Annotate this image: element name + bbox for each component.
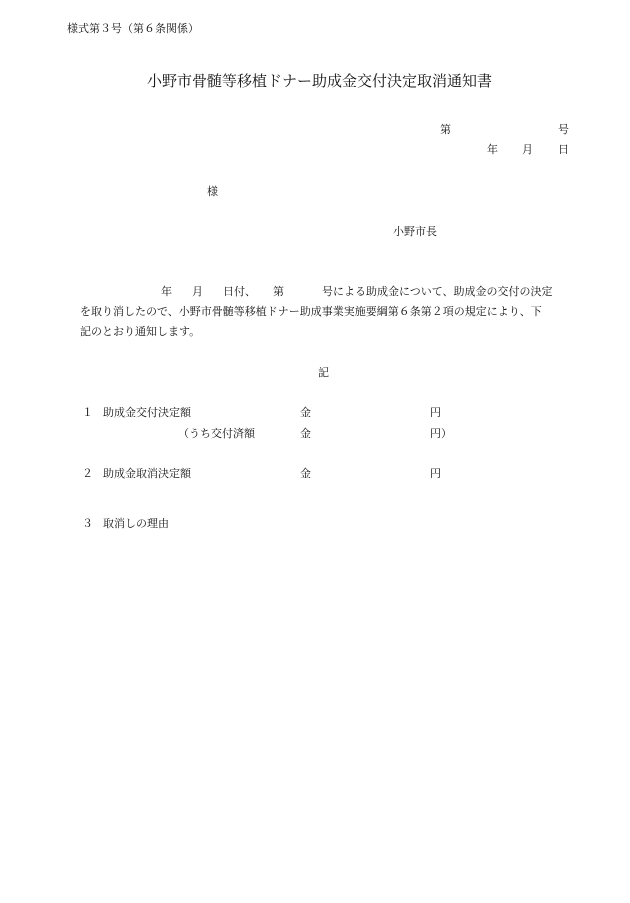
ki-heading: 記 [318,366,329,379]
item2-number: ２ [82,467,93,480]
body-year: 年 [161,285,172,298]
body-number-prefix: 第 [273,285,284,298]
doc-number-prefix: 第 [440,123,451,136]
date-month: 月 [522,143,533,156]
item1-yen: 円 [430,406,441,419]
item3-label: 取消しの理由 [103,517,169,530]
form-number: 様式第３号（第６条関係） [67,22,199,35]
date-day: 日 [558,143,569,156]
body-line-2: を取り消したので、小野市骨髄等移植ドナー助成事業実施要綱第６条第２項の規定により、下 [80,305,542,318]
body-line-1 [80,282,570,302]
body-line1-rest: 号による助成金について、助成金の交付の決定 [322,285,553,298]
item2-yen: 円 [430,467,441,480]
recipient-honorific: 様 [207,185,218,198]
item1-number: １ [82,406,93,419]
body-day-suffix: 日付、 [223,285,256,298]
body-month: 月 [192,285,203,298]
item2-label: 助成金取消決定額 [103,467,191,480]
doc-number-suffix: 号 [558,123,569,136]
item2-kin: 金 [300,467,311,480]
body-line-3: 記のとおり通知します。 [80,325,201,338]
item3-number: ３ [82,517,93,530]
item1-label: 助成金交付決定額 [103,406,191,419]
document-title: 小野市骨髄等移植ドナー助成金交付決定取消通知書 [147,72,493,90]
issuer-name: 小野市長 [393,225,437,238]
item1-sub-label: （うち交付済額 [178,427,255,440]
body-paragraph [80,282,570,342]
date-year: 年 [487,143,498,156]
item1-sub-kin: 金 [300,427,311,440]
item1-kin: 金 [300,406,311,419]
item1-sub-yen: 円） [430,427,452,440]
